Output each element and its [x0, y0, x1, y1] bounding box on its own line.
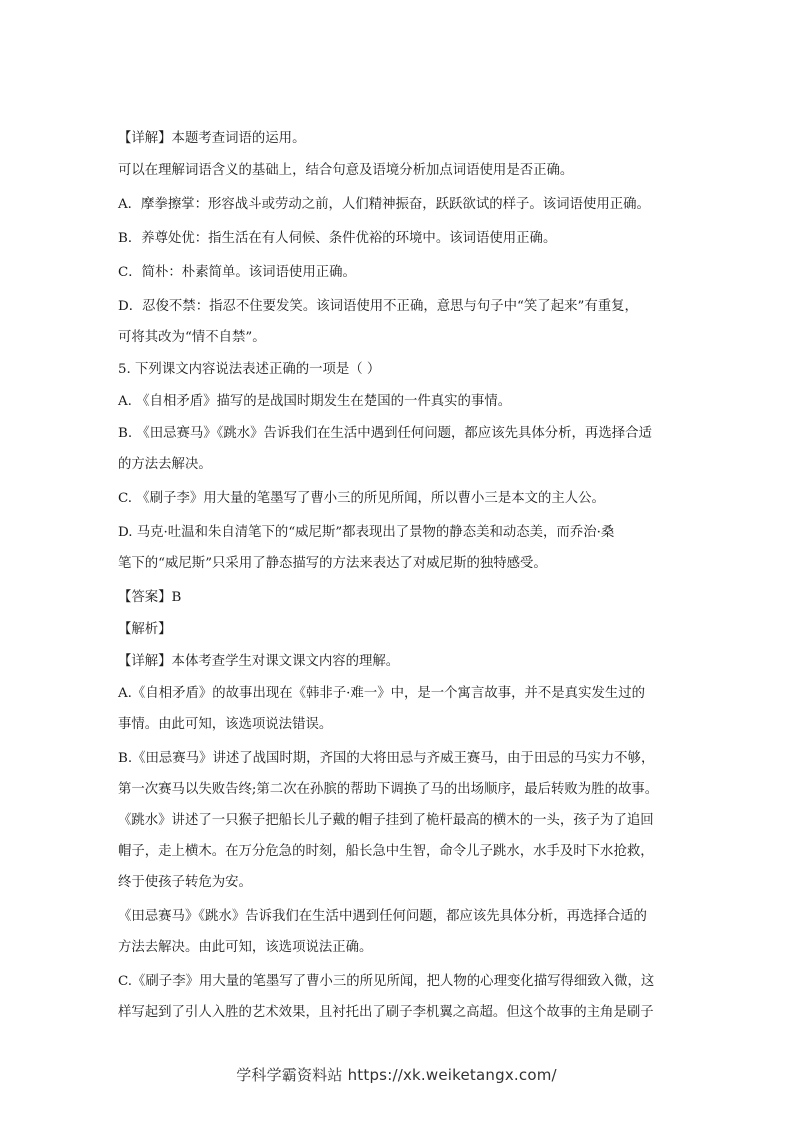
text-line: 事情。由此可知，该选项说法错误。 — [118, 717, 333, 732]
text-line: 样写起到了引人入胜的艺术效果，且衬托出了刷子李机翼之高超。但这个故事的主角是刷子 — [118, 1005, 654, 1020]
question-option-b: B. 《田忌赛马》《跳水》告诉我们在生活中遇到任何问题，都应该先具体分析，再选择合适 — [118, 426, 652, 441]
analysis-a: A.《自相矛盾》的故事出现在《韩非子·难一》中，是一个寓言故事，并不是真实发生过的 — [118, 686, 646, 701]
option-d: D．忍俊不禁：指忍不住要发笑。该词语使用不正确，意思与句子中“笑了起来”有重复， — [118, 299, 638, 314]
text-line: 帽子，走上横木。在万分危急的时刻，船长急中生智，命令儿子跳水，水手及时下水抢救， — [118, 844, 654, 859]
option-c: C．简朴：朴素简单。该词语使用正确。 — [118, 265, 356, 280]
text-line: 终于使孩子转危为安。 — [118, 875, 252, 890]
analysis-c: C.《刷子李》用大量的笔墨写了曹小三的所见所闻，把人物的心理变化描写得细致入微，这 — [118, 974, 655, 989]
question-option-c: C. 《刷子李》用大量的笔墨写了曹小三的所见所闻，所以曹小三是本文的主人公。 — [118, 491, 605, 506]
question-option-a: A. 《自相矛盾》描写的是战国时期发生在楚国的一件真实的事情。 — [118, 394, 512, 409]
text-line: 的方法去解决。 — [118, 457, 212, 472]
text-line: 可以在理解词语含义的基础上，结合句意及语境分析加点词语使用是否正确。 — [118, 163, 574, 178]
explanation-heading: 【详解】本题考查词语的运用。 — [118, 131, 306, 146]
text-line: 方法去解决。由此可知，该选项说法正确。 — [118, 940, 373, 955]
question-option-d: D. 马克·吐温和朱自清笔下的“威尼斯”都表现出了景物的静态美和动态美，而乔治·桑 — [118, 525, 615, 540]
option-a: A．摩拳擦掌：形容战斗或劳动之前，人们精神振奋，跃跃欲试的样子。该词语使用正确。 — [118, 197, 650, 212]
text-line: 《田忌赛马》《跳水》告诉我们在生活中遇到任何问题，都应该先具体分析，再选择合适的 — [118, 909, 647, 924]
text-line: 可将其改为“情不自禁”。 — [118, 330, 266, 345]
footer-watermark: 学科学霸资料站 https://xk.weiketangx.com/ — [236, 1066, 557, 1084]
answer-line: 【答案】B — [118, 590, 182, 605]
question-5: 5. 下列课文内容说法表述正确的一项是（ ） — [118, 362, 381, 377]
analysis-b: B.《田忌赛马》讲述了战国时期，齐国的大将田忌与齐威王赛马，由于田忌的马实力不够， — [118, 751, 655, 766]
text-line: 第一次赛马以失败告终;第二次在孙膑的帮助下调换了马的出场顺序，最后转败为胜的故事。 — [118, 782, 659, 797]
explanation-heading: 【详解】本体考查学生对课文课文内容的理解。 — [118, 654, 400, 669]
text-line: 《跳水》讲述了一只猴子把船长儿子戴的帽子挂到了桅杆最高的横木的一头，孩子为了追回 — [118, 813, 654, 828]
text-line: 笔下的“威尼斯”只采用了静态描写的方法来表达了对威尼斯的独特感受。 — [118, 556, 547, 571]
option-b: B．养尊处优：指生活在有人伺候、条件优裕的环境中。该词语使用正确。 — [118, 231, 557, 246]
document-body — [118, 131, 680, 1021]
analysis-heading: 【解析】 — [118, 622, 172, 637]
